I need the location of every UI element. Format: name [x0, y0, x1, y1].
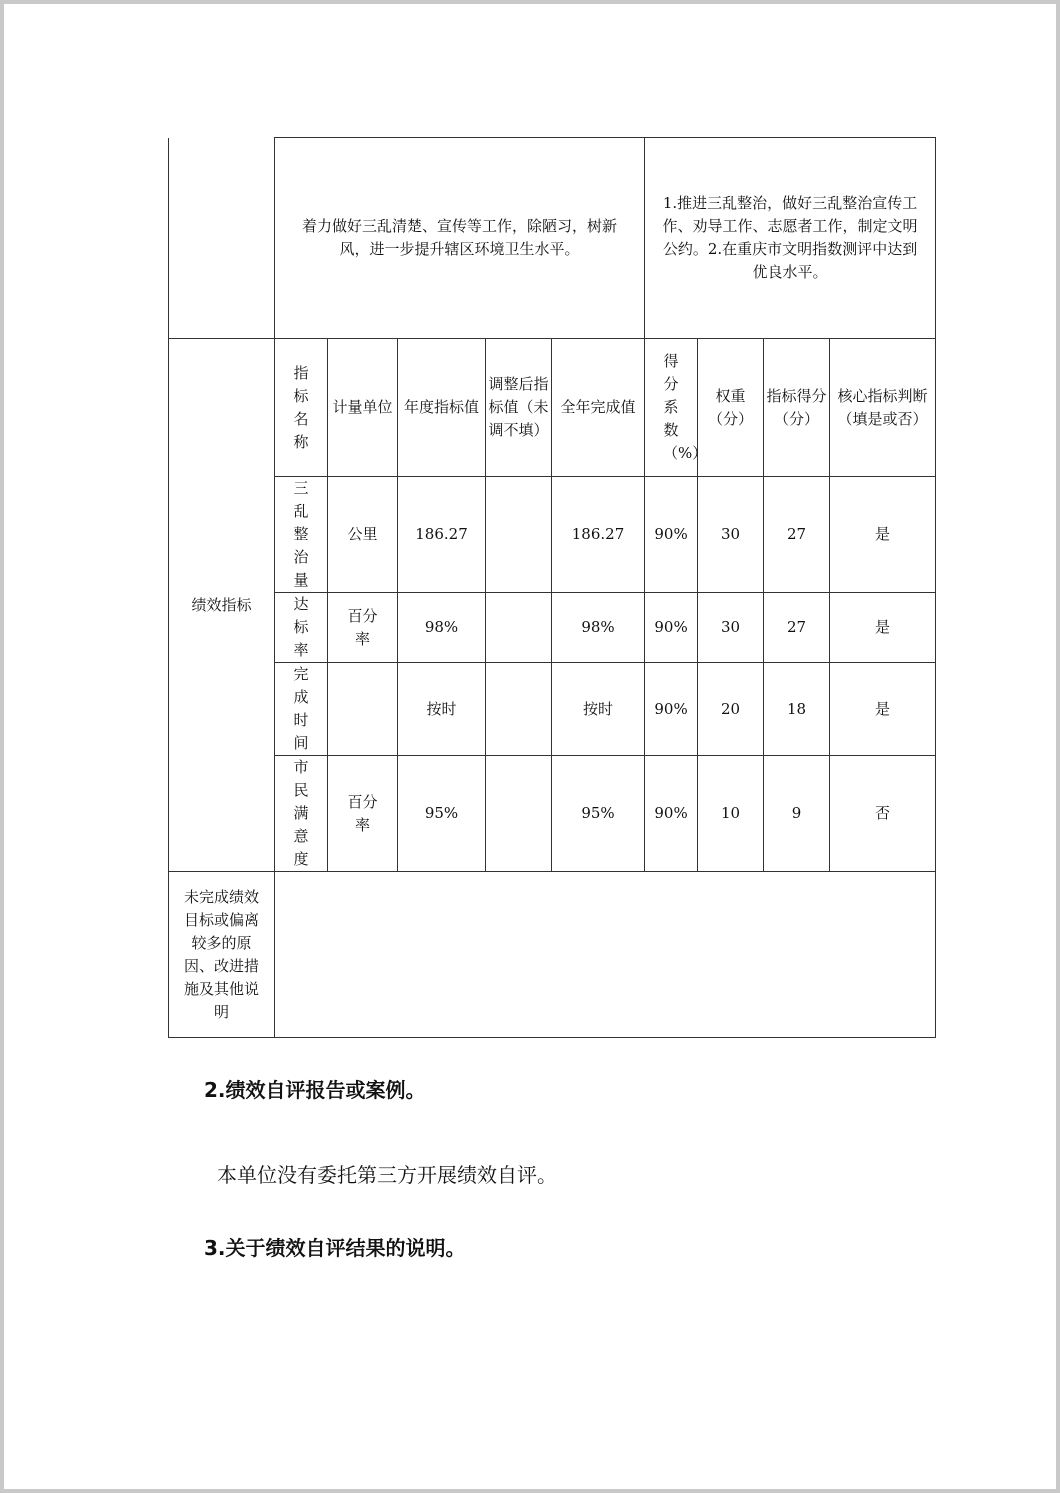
row-actual: 按时: [552, 663, 645, 756]
row-actual: 95%: [552, 756, 645, 872]
row-core: 是: [830, 477, 936, 593]
header-name: [275, 339, 328, 477]
header-adjusted: 调整后指标值（未调不填）: [486, 339, 552, 477]
row-name-text: 达标率: [293, 595, 309, 659]
header-name-text: 指标名称: [293, 363, 309, 451]
header-core: 核心指标判断（填是或否）: [830, 339, 936, 477]
row-score: 27: [764, 593, 830, 663]
row-weight: 10: [698, 756, 764, 872]
unfinished-label-text: 未完成绩效目标或偏离较多的原因、改进措施及其他说明: [183, 887, 259, 1021]
unfinished-value-cell: [275, 872, 936, 1038]
row-score: 9: [764, 756, 830, 872]
row-name-text: 市民满意度: [293, 758, 309, 868]
unfinished-row: [169, 872, 936, 1038]
row-weight: 30: [698, 593, 764, 663]
row-name: [275, 593, 328, 663]
row-name-text: 完成时间: [293, 665, 309, 752]
unfinished-label-cell: [169, 872, 275, 1038]
row-core: 是: [830, 593, 936, 663]
row-unit: 公里: [328, 477, 398, 593]
row-name-text: 三乱整治量: [293, 479, 309, 589]
report-heading: 2.绩效自评报告或案例。: [204, 1078, 426, 1102]
report-paragraph: 本单位没有委托第三方开展绩效自评。: [217, 1163, 557, 1187]
row-actual: 98%: [552, 593, 645, 663]
header-score: 指标得分（分）: [764, 339, 830, 477]
row-name: [275, 756, 328, 872]
row-annual: 186.27: [398, 477, 486, 593]
table-row: [169, 593, 936, 663]
row-weight: 30: [698, 477, 764, 593]
row-coef: 90%: [645, 756, 698, 872]
row-unit: [328, 756, 398, 872]
header-coef-text: 得分系数（%）: [663, 352, 708, 462]
row-unit-text: 百分率: [347, 606, 378, 648]
goal-right-cell: 1.推进三乱整治，做好三乱整治宣传工作、劝导工作、志愿者工作，制定文明公约。2.在重庆市文明指数测评中达到优良水平。: [645, 138, 936, 339]
table-row: [169, 756, 936, 872]
row-unit: [328, 663, 398, 756]
header-unit: 计量单位: [328, 339, 398, 477]
row-annual: 95%: [398, 756, 486, 872]
header-annual: 年度指标值: [398, 339, 486, 477]
row-coef: 90%: [645, 663, 698, 756]
row-annual: 按时: [398, 663, 486, 756]
row-actual: 186.27: [552, 477, 645, 593]
row-coef: 90%: [645, 477, 698, 593]
row-unit: [328, 593, 398, 663]
table-row: [169, 477, 936, 593]
goal-label-cell: [169, 138, 275, 339]
row-coef: 90%: [645, 593, 698, 663]
results-heading: 3.关于绩效自评结果的说明。: [204, 1236, 466, 1260]
row-weight: 20: [698, 663, 764, 756]
row-core: 否: [830, 756, 936, 872]
row-name: [275, 477, 328, 593]
table-row: [169, 663, 936, 756]
goal-left-cell: 着力做好三乱清楚、宣传等工作，除陋习，树新风，进一步提升辖区环境卫生水平。: [275, 138, 645, 339]
header-weight: 权重（分）: [698, 339, 764, 477]
header-coef: [645, 339, 708, 477]
table-header-row: [169, 339, 936, 477]
row-core: 是: [830, 663, 936, 756]
row-annual: 98%: [398, 593, 486, 663]
row-adjusted: [486, 756, 552, 872]
goal-row: [169, 138, 936, 339]
row-score: 18: [764, 663, 830, 756]
row-unit-text: 百分率: [347, 792, 378, 834]
row-name: [275, 663, 328, 756]
row-score: 27: [764, 477, 830, 593]
performance-table: [168, 137, 936, 1038]
row-adjusted: [486, 477, 552, 593]
header-actual: 全年完成值: [552, 339, 645, 477]
row-adjusted: [486, 593, 552, 663]
section-label-cell: 绩效指标: [169, 339, 275, 872]
row-adjusted: [486, 663, 552, 756]
